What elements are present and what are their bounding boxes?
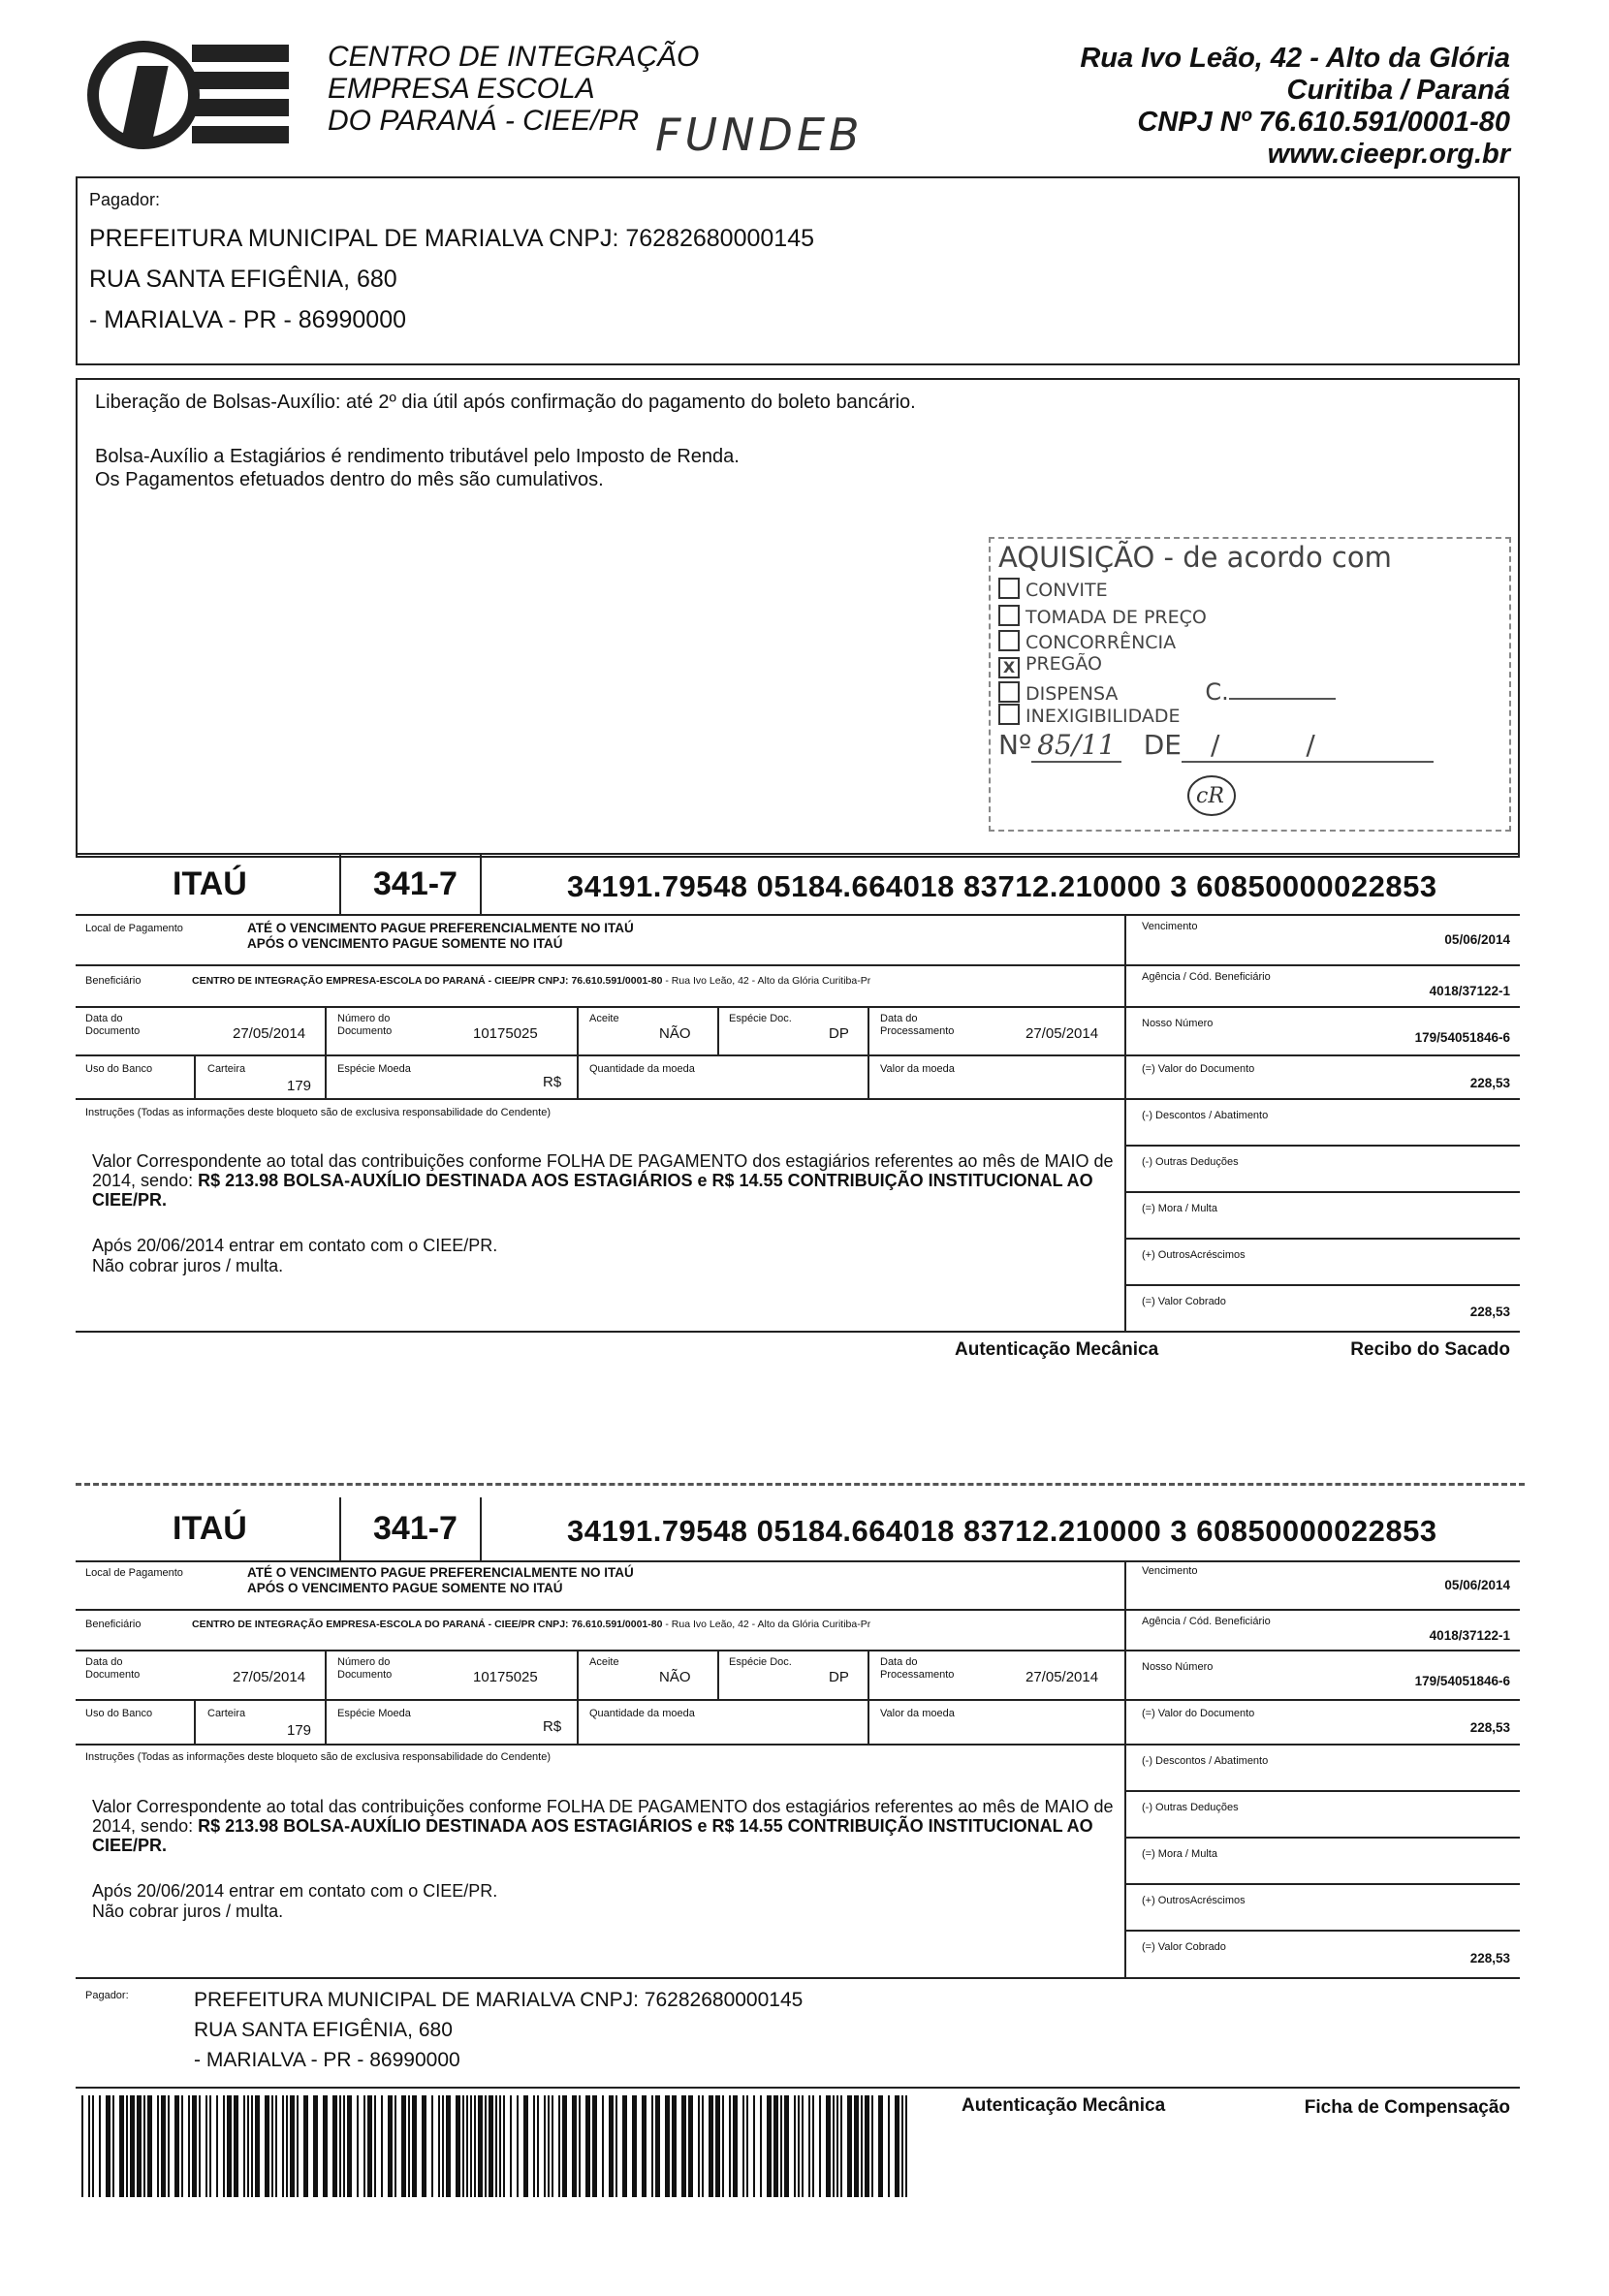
acquisition-stamp <box>989 537 1511 832</box>
accept-2: NÃO <box>659 1669 691 1685</box>
beneficiary-label: Beneficiário <box>85 975 142 987</box>
stamp-number-line: Nº 85/11 DE / / <box>998 729 1434 763</box>
org-line-3: DO PARANÁ - CIEE/PR <box>328 105 640 137</box>
digitable-line: 34191.79548 05184.664018 83712.210000 3 60850000022853 <box>567 869 1437 903</box>
payment-place-label: Local de Pagamento <box>85 923 183 934</box>
processing-date-label: Data do Processamento <box>880 1013 955 1037</box>
doc-value-2: 228,53 <box>1469 1720 1510 1735</box>
wallet-label-2: Carteira <box>207 1708 246 1719</box>
payer-name: PREFEITURA MUNICIPAL DE MARIALVA CNPJ: 76282680000145 <box>89 225 814 252</box>
notice-line-2: Bolsa-Auxílio a Estagiários é rendimento tributável pelo Imposto de Renda. <box>95 446 740 467</box>
currency-label-2: Espécie Moeda <box>337 1708 411 1719</box>
doc-number-2: 10175025 <box>473 1669 538 1685</box>
accept-label: Aceite <box>589 1013 619 1024</box>
stamp-number: 85/11 <box>1031 729 1121 763</box>
payer-box <box>76 176 1520 365</box>
payment-place: ATÉ O VENCIMENTO PAGUE PREFERENCIALMENTE NO ITAÚ APÓS O VENCIMENTO PAGUE SOMENTE NO ITAÚ <box>247 921 634 951</box>
payer-city: - MARIALVA - PR - 86990000 <box>89 306 407 333</box>
instructions: Valor Correspondente ao total das contribuições conforme FOLHA DE PAGAMENTO dos estagiários referentes ao mês de MAIO de 2014, sendo: R$ 213.98 BOLSA-AUXÍLIO DESTINADA AOS ESTAGIÁRIOS e R$ 14.55 CONTRIBUIÇÃO INSTITUCIONAL AO CIEE/PR. <box>92 1151 1114 1210</box>
org-address <box>1080 43 1510 171</box>
due-date-label: Vencimento <box>1142 921 1198 932</box>
notice-line-3: Os Pagamentos efetuados dentro do mês são cumulativos. <box>95 469 604 490</box>
our-number-label-2: Nosso Número <box>1142 1661 1214 1673</box>
bank-use-label-2: Uso do Banco <box>85 1708 153 1719</box>
currency-label: Espécie Moeda <box>337 1063 411 1075</box>
agency-label: Agência / Cód. Beneficiário <box>1142 971 1271 983</box>
barcode <box>81 2095 915 2197</box>
wallet: 179 <box>287 1078 312 1094</box>
currency: R$ <box>543 1074 562 1090</box>
stamp-option-tomada: TOMADA DE PREÇO <box>998 605 1207 628</box>
payer-label-2: Pagador: <box>85 1990 129 2001</box>
species-label: Espécie Doc. <box>729 1013 792 1024</box>
bank-code: 341-7 <box>373 865 457 902</box>
doc-date: 27/05/2014 <box>233 1025 306 1042</box>
charged-value: 228,53 <box>1469 1305 1510 1319</box>
instructions-no-interest-2: Não cobrar juros / multa. <box>92 1902 284 1921</box>
addr-line-2: Curitiba / Paraná <box>1286 75 1510 106</box>
stamp-option-inexigibilidade: INEXIGIBILIDADE <box>998 704 1181 727</box>
notice-line-1: Liberação de Bolsas-Auxílio: até 2º dia útil após confirmação do pagamento do boleto bancário. <box>95 392 916 413</box>
bank-use-label: Uso do Banco <box>85 1063 153 1075</box>
quantity-label-2: Quantidade da moeda <box>589 1708 695 1719</box>
our-number-2: 179/54051846-6 <box>1414 1674 1510 1688</box>
species: DP <box>829 1025 849 1042</box>
due-date-2: 05/06/2014 <box>1444 1578 1510 1592</box>
notice-box <box>76 378 1520 858</box>
deductions-label-2: (-) Outras Deduções <box>1142 1802 1239 1813</box>
payer-block-2 <box>194 1985 803 2075</box>
beneficiary-2: CENTRO DE INTEGRAÇÃO EMPRESA-ESCOLA DO PARANÁ - CIEE/PR CNPJ: 76.610.591/0001-80 - Rua Ivo Leão, 42 - Alto da Glória Curitiba-Pr <box>192 1619 871 1630</box>
due-date: 05/06/2014 <box>1444 932 1510 947</box>
stamp-initials <box>1184 771 1239 820</box>
wallet-label: Carteira <box>207 1063 246 1075</box>
addr-line-4: www.cieepr.org.br <box>1267 139 1510 170</box>
discount-label: (-) Descontos / Abatimento <box>1142 1110 1269 1121</box>
doc-value-label: (=) Valor do Documento <box>1142 1063 1255 1075</box>
fine-label-2: (=) Mora / Multa <box>1142 1848 1217 1860</box>
payer-name-2: PREFEITURA MUNICIPAL DE MARIALVA CNPJ: 76282680000145 <box>194 1989 804 2011</box>
addr-line-1: Rua Ivo Leão, 42 - Alto da Glória <box>1080 43 1510 74</box>
discount-label-2: (-) Descontos / Abatimento <box>1142 1755 1269 1767</box>
payer-street: RUA SANTA EFIGÊNIA, 680 <box>89 266 397 293</box>
stamp-title: AQUISIÇÃO - de acordo com <box>998 541 1392 574</box>
species-label-2: Espécie Doc. <box>729 1656 792 1668</box>
stamp-option-convite: CONVITE <box>998 578 1108 601</box>
compensation-title: Ficha de Compensação <box>1304 2097 1510 2118</box>
stamp-option-pregao: X PREGÃO <box>998 653 1102 678</box>
additions-label: (+) OutrosAcréscimos <box>1142 1249 1246 1261</box>
instructions-contact-2: Após 20/06/2014 entrar em contato com o CIEE/PR. <box>92 1881 498 1901</box>
fine-label: (=) Mora / Multa <box>1142 1203 1217 1214</box>
charged-label: (=) Valor Cobrado <box>1142 1296 1226 1307</box>
accept: NÃO <box>659 1025 691 1042</box>
receipt-title: Recibo do Sacado <box>1350 1339 1510 1360</box>
coin-value-label-2: Valor da moeda <box>880 1708 955 1719</box>
agency-code-2: 4018/37122-1 <box>1429 1628 1510 1643</box>
doc-value-label-2: (=) Valor do Documento <box>1142 1708 1255 1719</box>
currency-2: R$ <box>543 1718 562 1735</box>
cut-line <box>76 1483 1525 1486</box>
bank-code-2: 341-7 <box>373 1510 457 1547</box>
org-name <box>328 41 699 137</box>
mechanical-auth-2: Autenticação Mecânica <box>962 2095 1166 2116</box>
doc-number: 10175025 <box>473 1025 538 1042</box>
doc-number-label-2: Número do Documento <box>337 1656 393 1681</box>
processing-date: 27/05/2014 <box>1025 1025 1099 1042</box>
doc-date-2: 27/05/2014 <box>233 1669 306 1685</box>
instructions-contact: Após 20/06/2014 entrar em contato com o CIEE/PR. <box>92 1236 498 1255</box>
quantity-label: Quantidade da moeda <box>589 1063 695 1075</box>
charged-value-2: 228,53 <box>1469 1951 1510 1966</box>
doc-value: 228,53 <box>1469 1076 1510 1090</box>
instructions-2: Valor Correspondente ao total das contribuições conforme FOLHA DE PAGAMENTO dos estagiários referentes ao mês de MAIO de 2014, sendo: R$ 213.98 BOLSA-AUXÍLIO DESTINADA AOS ESTAGIÁRIOS e R$ 14.55 CONTRIBUIÇÃO INSTITUCIONAL AO CIEE/PR. <box>92 1797 1114 1855</box>
handwritten-note: FUNDEB <box>655 109 864 161</box>
charged-label-2: (=) Valor Cobrado <box>1142 1941 1226 1953</box>
stamp-option-dispensa: DISPENSA C. <box>998 678 1336 706</box>
bank-name-2: ITAÚ <box>173 1510 247 1547</box>
our-number-label: Nosso Número <box>1142 1018 1214 1029</box>
mechanical-auth: Autenticação Mecânica <box>955 1339 1159 1360</box>
payer-city-2: - MARIALVA - PR - 86990000 <box>194 2049 460 2071</box>
beneficiary: CENTRO DE INTEGRAÇÃO EMPRESA-ESCOLA DO PARANÁ - CIEE/PR CNPJ: 76.610.591/0001-80 - Rua Ivo Leão, 42 - Alto da Glória Curitiba-Pr <box>192 975 871 987</box>
doc-date-label: Data do Documento <box>85 1013 141 1037</box>
payer-street-2: RUA SANTA EFIGÊNIA, 680 <box>194 2019 453 2041</box>
instructions-no-interest: Não cobrar juros / multa. <box>92 1256 284 1275</box>
beneficiary-label-2: Beneficiário <box>85 1619 142 1630</box>
payment-place-label-2: Local de Pagamento <box>85 1567 183 1579</box>
agency-label-2: Agência / Cód. Beneficiário <box>1142 1616 1271 1627</box>
coin-value-label: Valor da moeda <box>880 1063 955 1075</box>
instructions-label-2: Instruções (Todas as informações deste bloqueto são de exclusiva responsabilidade do Cendente) <box>85 1751 552 1763</box>
stamp-option-concorrencia: CONCORRÊNCIA <box>998 630 1176 653</box>
digitable-line-2: 34191.79548 05184.664018 83712.210000 3 60850000022853 <box>567 1514 1437 1548</box>
agency-code: 4018/37122-1 <box>1429 984 1510 998</box>
processing-date-2: 27/05/2014 <box>1025 1669 1099 1685</box>
addr-line-3: CNPJ Nº 76.610.591/0001-80 <box>1137 107 1510 138</box>
instructions-label: Instruções (Todas as informações deste bloqueto são de exclusiva responsabilidade do Cendente) <box>85 1107 552 1118</box>
org-line-2: EMPRESA ESCOLA <box>328 73 595 105</box>
additions-label-2: (+) OutrosAcréscimos <box>1142 1895 1246 1906</box>
bank-name: ITAÚ <box>173 865 247 902</box>
deductions-label: (-) Outras Deduções <box>1142 1156 1239 1168</box>
wallet-2: 179 <box>287 1722 312 1739</box>
svg-text:cR: cR <box>1196 784 1224 808</box>
payer-label: Pagador: <box>89 190 161 209</box>
species-2: DP <box>829 1669 849 1685</box>
due-date-label-2: Vencimento <box>1142 1565 1198 1577</box>
ciee-logo <box>85 37 299 151</box>
doc-date-label-2: Data do Documento <box>85 1656 141 1681</box>
our-number: 179/54051846-6 <box>1414 1030 1510 1045</box>
doc-number-label: Número do Documento <box>337 1013 393 1037</box>
accept-label-2: Aceite <box>589 1656 619 1668</box>
payment-place-2: ATÉ O VENCIMENTO PAGUE PREFERENCIALMENTE NO ITAÚ APÓS O VENCIMENTO PAGUE SOMENTE NO ITAÚ <box>247 1565 634 1595</box>
org-line-1: CENTRO DE INTEGRAÇÃO <box>328 41 700 73</box>
processing-date-label-2: Data do Processamento <box>880 1656 955 1681</box>
